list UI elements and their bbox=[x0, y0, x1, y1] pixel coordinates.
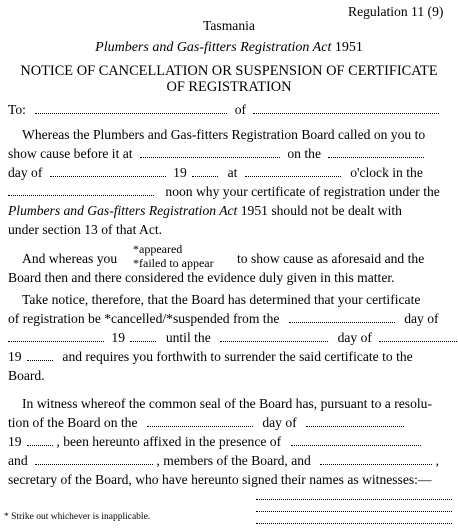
para4-line-2 bbox=[8, 415, 404, 431]
para1-text: o'clock in the bbox=[350, 165, 423, 180]
until-day-field[interactable] bbox=[220, 331, 328, 342]
para1-text: show cause before it at bbox=[8, 146, 133, 161]
para1-text: noon why your certificate of registration under the bbox=[165, 184, 440, 199]
until-year-field[interactable] bbox=[27, 350, 53, 361]
para1-line-1: Whereas the Plumbers and Gas-fitters Registration Board called on you to bbox=[22, 127, 426, 142]
resolution-year-field[interactable] bbox=[27, 435, 53, 446]
para1-text: day of bbox=[8, 165, 43, 180]
addressee-name-field[interactable] bbox=[35, 103, 227, 114]
para3-text: day of bbox=[337, 330, 372, 345]
para1-text: 1951 should not be dealt with bbox=[240, 203, 402, 218]
effective-from-day-field[interactable] bbox=[289, 312, 395, 323]
para4-line-4 bbox=[8, 453, 439, 469]
para4-line-3 bbox=[8, 434, 421, 450]
para2-text-a: And whereas you bbox=[22, 251, 118, 266]
para3-text: 19 bbox=[8, 349, 22, 364]
hearing-year-field[interactable] bbox=[192, 166, 218, 177]
para1-line-4 bbox=[8, 184, 440, 200]
para4-text: and bbox=[8, 453, 28, 468]
para3-line-3 bbox=[8, 330, 458, 346]
witness-signature-line-3[interactable] bbox=[256, 512, 452, 528]
para3-line-4 bbox=[8, 349, 413, 365]
option-appeared: *appeared bbox=[133, 242, 183, 256]
state-heading: Tasmania bbox=[203, 18, 255, 33]
para3-line-1: Take notice, therefore, that the Board has determined that your certificate bbox=[22, 292, 421, 307]
hearing-noon-field[interactable] bbox=[8, 185, 154, 196]
notice-title-line-2: OF REGISTRATION bbox=[166, 79, 292, 95]
hearing-month-field[interactable] bbox=[50, 166, 166, 177]
para1-line-5 bbox=[8, 203, 402, 219]
resolution-day-field[interactable] bbox=[147, 416, 253, 427]
until-month-field[interactable] bbox=[379, 331, 458, 342]
witness-member-1-field[interactable] bbox=[291, 435, 421, 446]
to-label: To: bbox=[8, 102, 26, 117]
hearing-hour-field[interactable] bbox=[245, 166, 341, 177]
notice-title-line-1: NOTICE OF CANCELLATION OR SUSPENSION OF CERTIFICATE bbox=[20, 63, 438, 79]
act-title: Plumbers and Gas-fitters Registration Act bbox=[95, 40, 332, 55]
para1-text: at bbox=[227, 165, 238, 180]
para4-text: tion of the Board on the bbox=[8, 415, 138, 430]
para3-line-5: Board. bbox=[8, 368, 45, 383]
para4-text: , members of the Board, and bbox=[156, 453, 311, 468]
act-year: 1951 bbox=[334, 40, 363, 55]
to-line bbox=[8, 102, 439, 118]
para3-text: of registration be *cancelled/*suspended from the bbox=[8, 311, 280, 326]
addressee-address-field[interactable] bbox=[253, 103, 439, 114]
para4-text: 19 bbox=[8, 434, 22, 449]
effective-from-month-field[interactable] bbox=[8, 331, 104, 342]
para4-line-5: secretary of the Board, who have hereunto signed their names as witnesses:— bbox=[8, 472, 432, 487]
para1-text: on the bbox=[287, 146, 321, 161]
para3-line-2 bbox=[8, 311, 439, 327]
to-of-label: of bbox=[234, 102, 247, 117]
para2-text-b: to show cause as aforesaid and the bbox=[237, 251, 425, 266]
para1-line-6: under section 13 of that Act. bbox=[8, 222, 163, 237]
resolution-month-field[interactable] bbox=[306, 416, 404, 427]
para4-text: , bbox=[435, 453, 440, 468]
para1-line-3 bbox=[8, 165, 423, 181]
hearing-place-field[interactable] bbox=[140, 147, 280, 158]
para1-text: 19 bbox=[173, 165, 187, 180]
para2-line-2: Board then and there considered the evidence duly given in this matter. bbox=[8, 270, 395, 285]
para3-text: and requires you forthwith to surrender the said certificate to the bbox=[62, 349, 413, 364]
para3-text: 19 bbox=[111, 330, 125, 345]
para3-text: day of bbox=[404, 311, 439, 326]
para1-act-title: Plumbers and Gas-fitters Registration Act bbox=[8, 203, 238, 218]
witness-member-2-field[interactable] bbox=[35, 454, 153, 465]
para3-text: until the bbox=[165, 330, 211, 345]
para4-text: day of bbox=[262, 415, 297, 430]
hearing-day-field[interactable] bbox=[328, 147, 424, 158]
para4-text: , been hereunto affixed in the presence of bbox=[56, 434, 282, 449]
option-failed-to-appear: *failed to appear bbox=[133, 256, 214, 270]
secretary-name-field[interactable] bbox=[320, 454, 432, 465]
act-heading bbox=[0, 40, 458, 56]
para4-line-1: In witness whereof the common seal of the Board has, pursuant to a resolu- bbox=[22, 396, 432, 411]
effective-from-year-field[interactable] bbox=[130, 331, 156, 342]
regulation-reference: Regulation 11 (9) bbox=[348, 4, 444, 19]
para1-line-2 bbox=[8, 146, 424, 162]
footnote: * Strike out whichever is inapplicable. bbox=[4, 512, 151, 522]
